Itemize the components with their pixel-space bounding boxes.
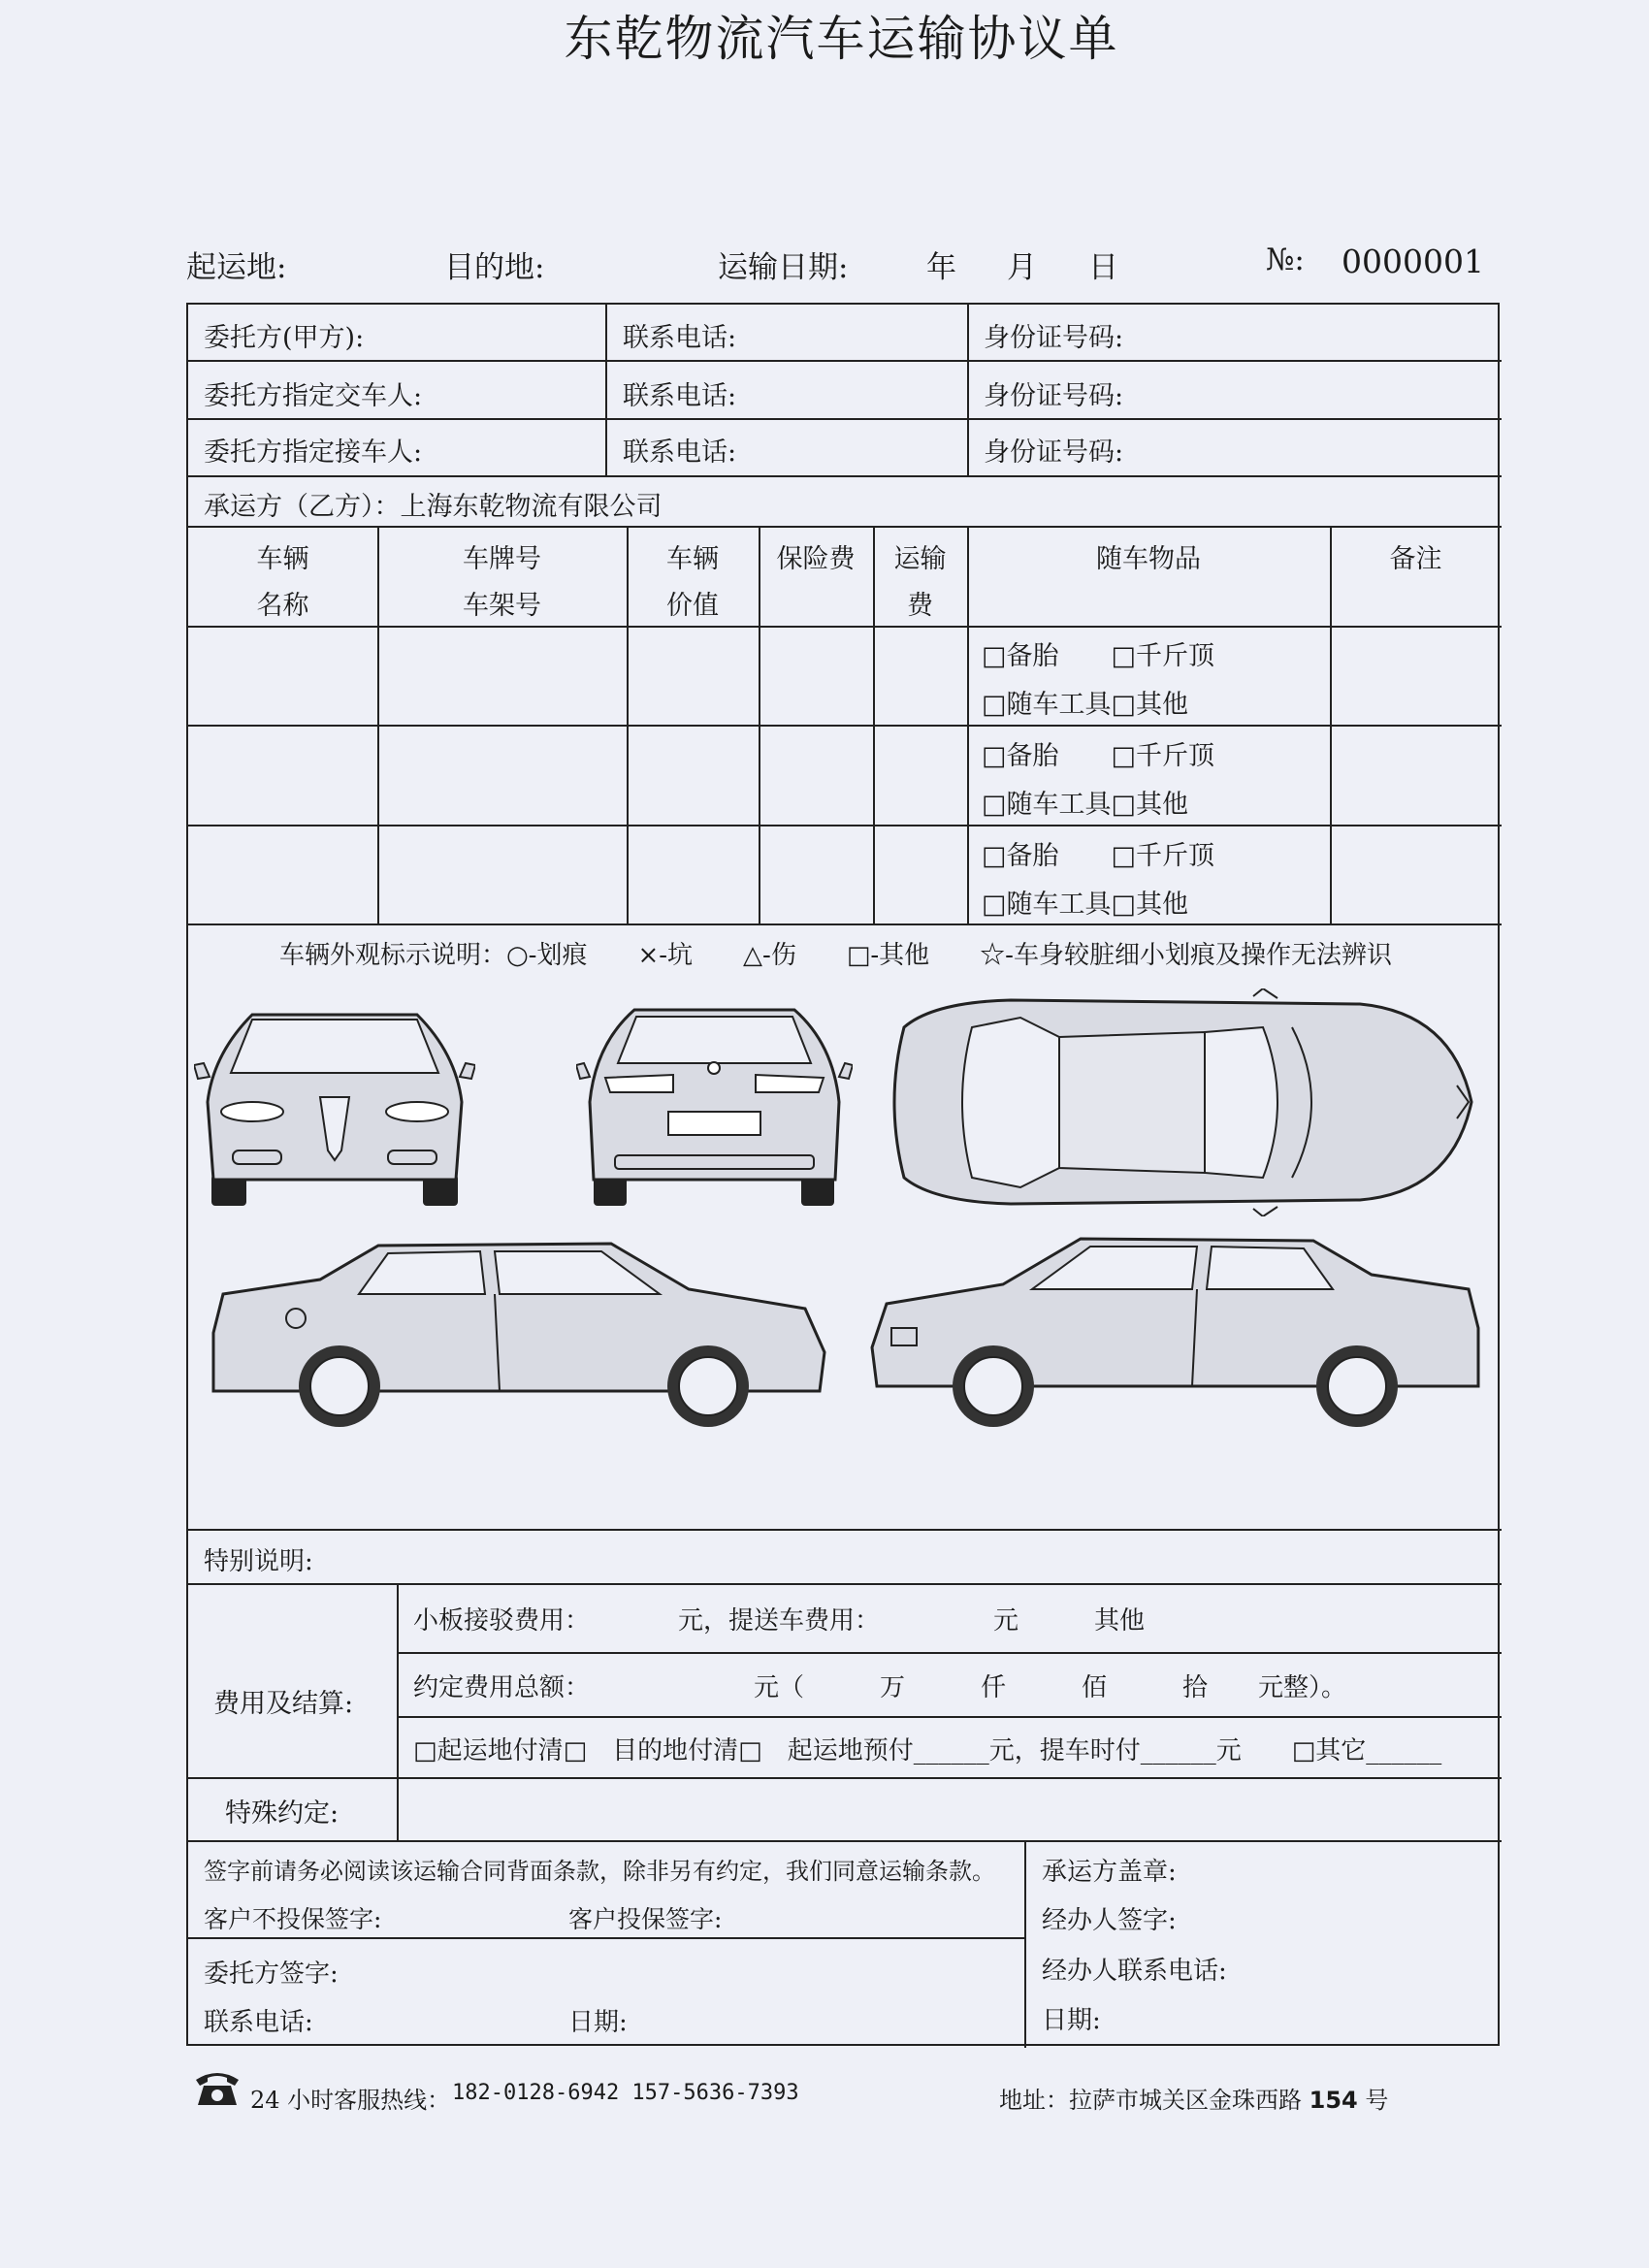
client-contact-phone-label: 联系电话:: [204, 2008, 313, 2037]
carrier-seal-label: 承运方盖章:: [1042, 1858, 1177, 1887]
header-vehicle-name-1: 车辆: [256, 544, 309, 574]
fees-line-3: □起运地付清□ 目的地付清□ 起运地预付______元，提车时付______元 □其它______: [413, 1736, 1442, 1766]
carrier-label: 承运方（乙方）：上海东乾物流有限公司: [204, 492, 663, 522]
receiver-id-label: 身份证号码:: [984, 437, 1124, 468]
client-phone-label: 联系电话:: [623, 323, 737, 353]
hotline-label: 24 小时客服热线：: [250, 2087, 451, 2114]
client-date-label: 日期:: [568, 2008, 628, 2037]
fees-label: 费用及结算:: [213, 1689, 354, 1719]
header-items: 随车物品: [1096, 544, 1201, 574]
items-row1-line1: □备胎 □千斤顶: [982, 641, 1215, 671]
agreement-form: [186, 303, 1500, 2046]
address-suffix: 号: [1365, 2087, 1389, 2114]
destination-label: 目的地:: [444, 250, 545, 285]
signature-notice: 签字前请务必阅读该运输合同背面条款，除非另有约定，我们同意运输条款。: [204, 1858, 995, 1885]
header-plate-2: 车架号: [463, 591, 541, 621]
deliverer-id-label: 身份证号码:: [984, 381, 1124, 411]
hotline-numbers: 182-0128-6942 157-5636-7393: [452, 2081, 799, 2105]
no-insurance-signature-label: 客户不投保签字:: [204, 1905, 382, 1933]
receiver-phone-label: 联系电话:: [623, 437, 737, 468]
car-left-side-view: [204, 1236, 834, 1440]
deliverer-label: 委托方指定交车人:: [204, 381, 423, 411]
month-label: 月: [1007, 250, 1037, 285]
deliverer-phone-label: 联系电话:: [623, 381, 737, 411]
header-value-2: 价值: [666, 591, 719, 621]
header-freight-1: 运输: [893, 544, 947, 574]
car-top-view: [875, 988, 1481, 1216]
number-label: №:: [1266, 243, 1305, 277]
header-value-1: 车辆: [666, 544, 719, 574]
header-plate-1: 车牌号: [463, 544, 541, 574]
serial-number: 0000001: [1342, 243, 1484, 280]
items-row3-line2: □随车工具□其他: [982, 890, 1189, 920]
header-insurance: 保险费: [776, 544, 856, 574]
phone-icon: [194, 2068, 241, 2107]
special-agreement-label: 特殊约定:: [225, 1798, 340, 1829]
address-number: 154: [1309, 2087, 1358, 2114]
fees-line-2: 约定费用总额： 元（ 万 仟 佰 拾 元整）。: [413, 1673, 1347, 1702]
special-note-label: 特别说明:: [204, 1547, 313, 1576]
car-right-side-view: [867, 1231, 1488, 1440]
car-front-view: [194, 995, 475, 1209]
agent-phone-label: 经办人联系电话:: [1042, 1957, 1227, 1986]
car-rear-view: [576, 995, 853, 1209]
header-freight-2: 费: [907, 591, 933, 621]
day-label: 日: [1088, 250, 1118, 285]
document-title: 东乾物流汽车运输协议单: [564, 11, 1119, 67]
header-remarks: 备注: [1389, 544, 1442, 574]
receiver-label: 委托方指定接车人:: [204, 437, 423, 468]
year-label: 年: [926, 250, 956, 285]
address-label: [999, 2081, 1388, 2115]
client-signature-label: 委托方签字:: [204, 1960, 339, 1989]
items-row1-line2: □随车工具□其他: [982, 690, 1189, 720]
agent-signature-label: 经办人签字:: [1042, 1906, 1177, 1935]
transport-date-label: 运输日期:: [718, 250, 849, 285]
damage-marks-legend: 车辆外观标示说明：○-划痕 ×-坑 △-伤 □-其他 ☆-车身较脏细小划痕及操作无法辨识: [279, 941, 1392, 970]
agent-date-label: 日期:: [1042, 2006, 1101, 2035]
header-vehicle-name-2: 名称: [256, 591, 309, 621]
client-label: 委托方(甲方):: [204, 323, 365, 353]
insurance-signature-label: 客户投保签字:: [568, 1905, 723, 1933]
client-id-label: 身份证号码:: [984, 323, 1124, 353]
items-row2-line2: □随车工具□其他: [982, 790, 1189, 820]
address-text: 地址：拉萨市城关区金珠西路: [999, 2087, 1302, 2114]
items-row3-line1: □备胎 □千斤顶: [982, 841, 1215, 871]
fees-line-1: 小板接驳费用： 元，提送车费用： 元 其他: [413, 1606, 1146, 1636]
items-row2-line1: □备胎 □千斤顶: [982, 741, 1215, 771]
origin-label: 起运地:: [186, 250, 287, 285]
